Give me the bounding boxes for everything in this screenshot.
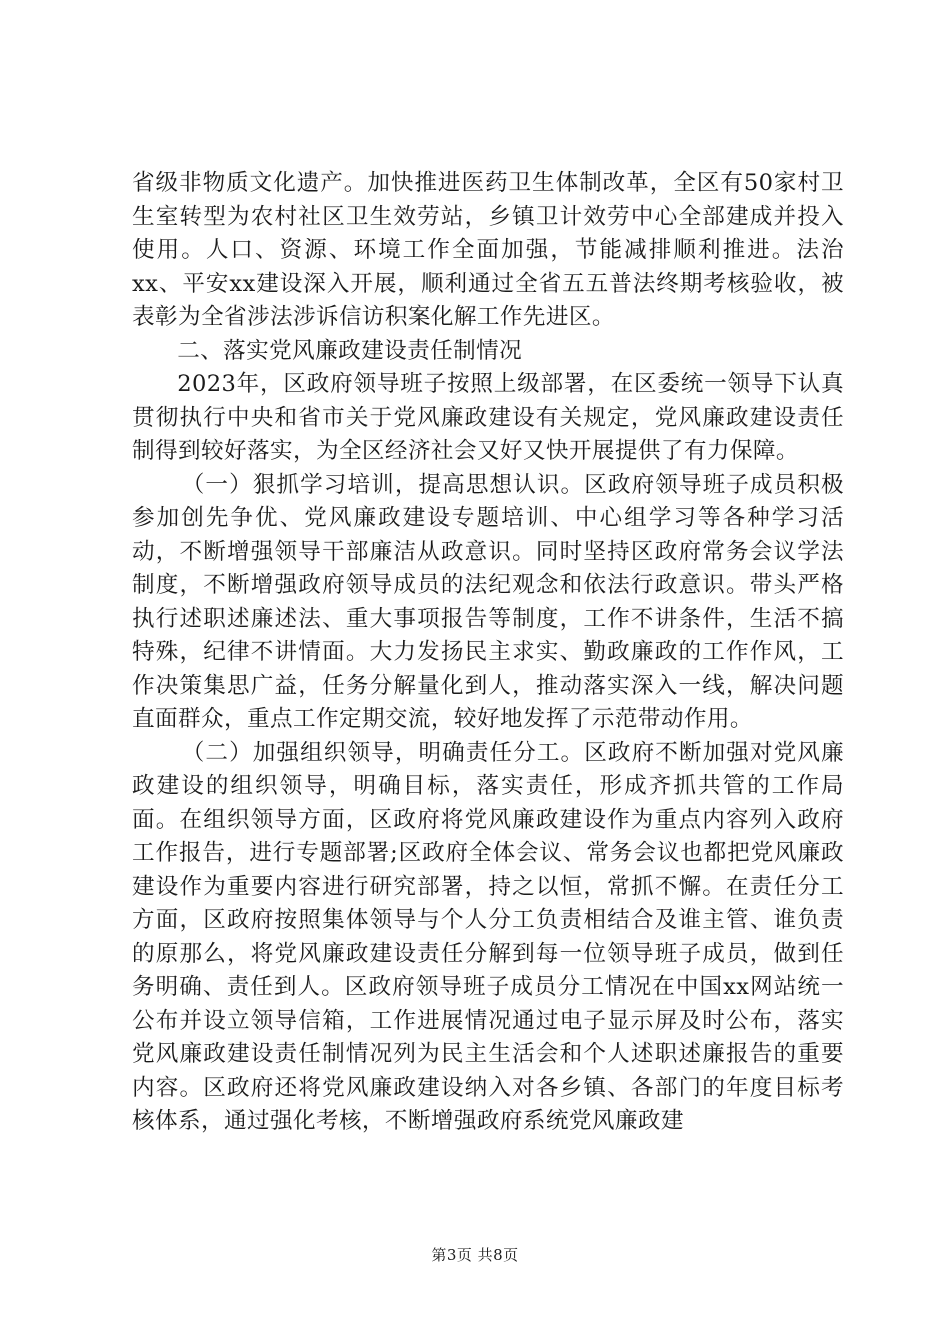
page-number-footer: 第3页 共8页 [431, 1246, 519, 1264]
section-heading: 二、落实党风廉政建设责任制情况 [177, 337, 523, 364]
paragraph-subsection-2: （二）加强组织领导，明确责任分工。区政府不断加强对党风廉政建设的组织领导，明确目标，落实责任，形成齐抓共管的工作局面。在组织领导方面，区政府将党风廉政建设作为重点内容列入政府工作报告，进行专题部署;区政府全体会议、常务会议也都把党风廉政建设作为重要内容进行研究部署，持之以恒，常抓不懈。在责任分工方面，区政府按照集体领导与个人分工负责相结合及谁主管、谁负责的原那么，将党风廉政建设责任分解到每一位领导班子成员，做到任务明确、责任到人。区政府领导班子成员分工情况在中国xx网站统一公布并设立领导信箱，工作进展情况通过电子显示屏及时公布，落实党风廉政建设责任制情况列为民主生活会和个人述职述廉报告的重要内容。区政府还将党风廉政建设纳入对各乡镇、各部门的年度目标考核体系，通过强化考核，不断增强政府系统党风廉政建 [132, 739, 844, 1134]
paragraph-continuation: 省级非物质文化遗产。加快推进医药卫生体制改革，全区有50家村卫生室转型为农村社区卫生效劳站，乡镇卫计效劳中心全部建成并投入使用。人口、资源、环境工作全面加强，节能减排顺利推进。法治xx、平安xx建设深入开展，顺利通过全省五五普法终期考核验收，被表彰为全省涉法涉诉信访积案化解工作先进区。 [132, 170, 844, 330]
paragraph-subsection-1: （一）狠抓学习培训，提高思想认识。区政府领导班子成员积极参加创先争优、党风廉政建设专题培训、中心组学习等各种学习活动，不断增强领导干部廉洁从政意识。同时坚持区政府常务会议学法制度，不断增强政府领导成员的法纪观念和依法行政意识。带头严格执行述职述廉述法、重大事项报告等制度，工作不讲条件，生活不搞特殊，纪律不讲情面。大力发扬民主求实、勤政廉政的工作作风，工作决策集思广益，任务分解量化到人，推动落实深入一线，解决问题直面群众，重点工作定期交流，较好地发挥了示范带动作用。 [132, 471, 844, 732]
document-body [132, 167, 844, 1139]
paragraph-intro: 2023年，区政府领导班子按照上级部署，在区委统一领导下认真贯彻执行中央和省市关于党风廉政建设有关规定，党风廉政建设责任制得到较好落实，为全区经济社会又好又快开展提供了有力保障。 [132, 371, 844, 464]
